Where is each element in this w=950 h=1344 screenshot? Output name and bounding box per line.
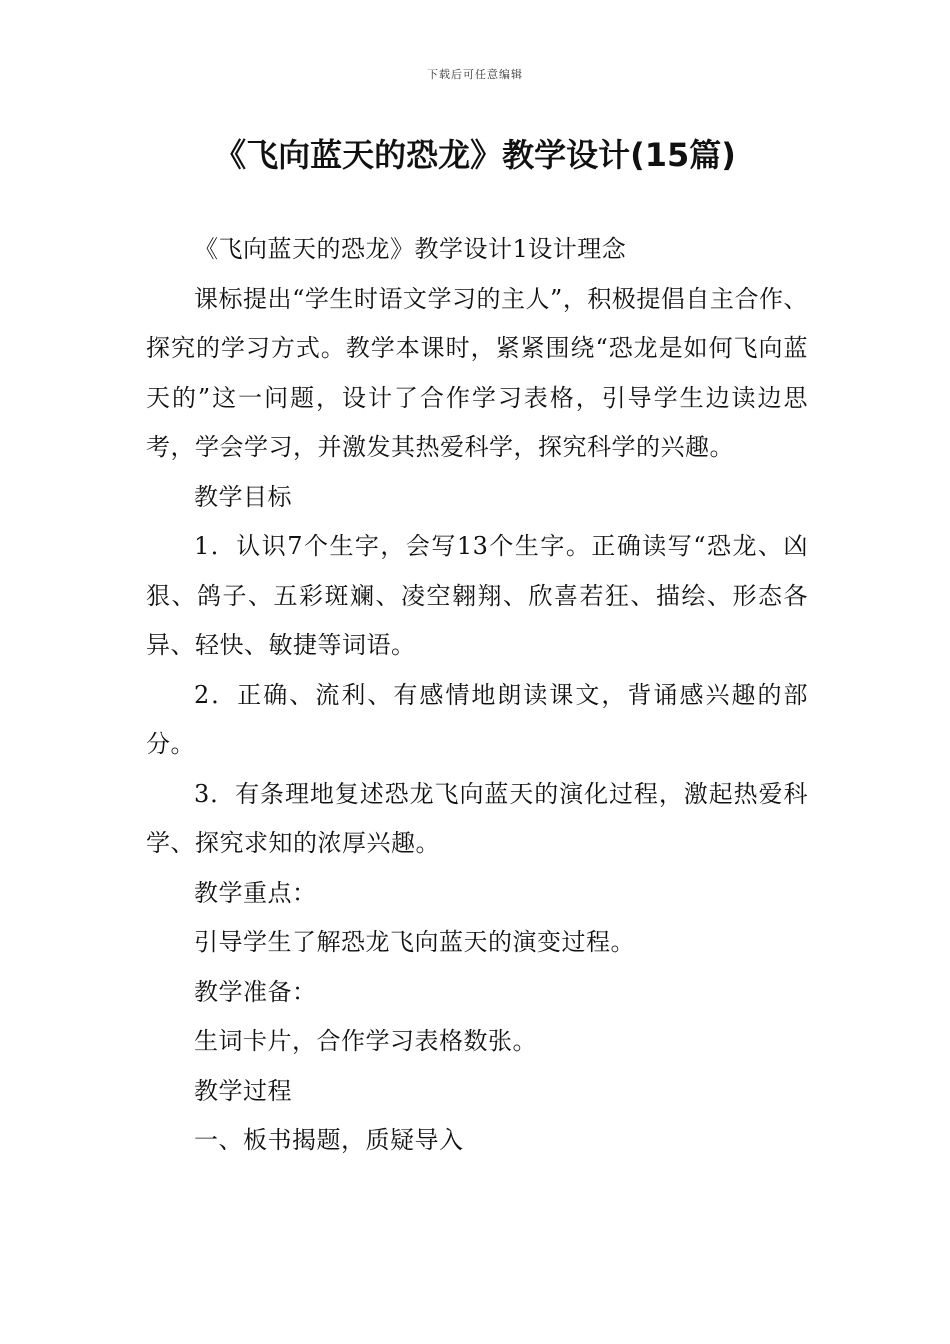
goal-item-3: 3．有条理地复述恐龙飞向蓝天的演化过程，激起热爱科学、探究求知的浓厚兴趣。 — [146, 779, 808, 857]
paragraph-key-points: 引导学生了解恐龙飞向蓝天的演变过程。 — [194, 928, 635, 956]
section-heading-process: 教学过程 — [194, 1076, 292, 1105]
section-heading-key-points: 教学重点： — [194, 878, 317, 907]
section-heading-preparation: 教学准备： — [194, 977, 317, 1006]
section-heading-teaching-goals: 教学目标 — [194, 482, 292, 511]
document-body — [146, 225, 808, 1166]
section-heading-design-concept: 《飞向蓝天的恐龙》教学设计1设计理念 — [194, 235, 627, 263]
header-note: 下载后可任意编辑 — [427, 68, 523, 81]
paragraph-design-concept: 课标提出“学生时语文学习的主人”，积极提倡自主合作、探究的学习方式。教学本课时，紧紧围绕“恐龙是如何飞向蓝天的”这一问题，设计了合作学习表格，引导学生边读边思考，学会学习，并激发其热爱科学，探究科学的兴趣。 — [146, 284, 808, 461]
document-title: 《飞向蓝天的恐龙》教学设计(15篇) — [214, 136, 736, 174]
paragraph-preparation: 生词卡片，合作学习表格数张。 — [194, 1027, 537, 1055]
process-step-1: 一、板书揭题，质疑导入 — [194, 1126, 464, 1154]
goal-item-1: 1．认识7个生字，会写13个生字。正确读写“恐龙、凶狠、鸽子、五彩斑斓、凌空翱翔、欣喜若狂、描绘、形态各异、轻快、敏捷等词语。 — [146, 532, 808, 659]
goal-item-2: 2．正确、流利、有感情地朗读课文，背诵感兴趣的部分。 — [146, 680, 808, 758]
